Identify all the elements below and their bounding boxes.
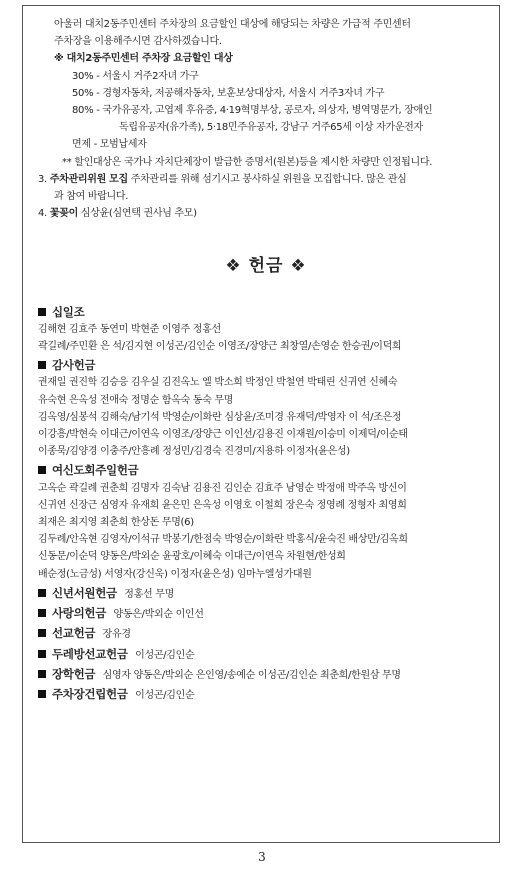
item-text: 심상윤(심연택 권사님 추모) [80, 208, 197, 220]
item-title: 주차관리위원 모집 [49, 173, 128, 185]
discount-item: 30% - 서울시 거주2자녀 가구 [72, 70, 199, 82]
donor-line: 배순정(노금성) 서영자(강신욱) 이정자(윤은성) 임마누엘성가대원 [38, 568, 312, 580]
discount-title: ※ 대치2동주민센터 주차장 요금할인 대상 [54, 53, 233, 65]
donor-line: 김두례/안옥현 김영자/이석규 박봉기/한점숙 박영순/이화란 박홍식/윤숙진 배상만/김옥희 [38, 534, 408, 546]
section-durebang-mission: 두레방선교헌금 이성곤/김인순 [38, 646, 494, 664]
offering-sections [38, 304, 494, 704]
offering-heading: ❖ 헌금 ❖ [225, 256, 307, 277]
black-square-icon [38, 609, 46, 617]
section-new-year-vow: 신년서원헌금 정홍선 무명 [38, 585, 494, 603]
donor-line: 신귀연 신장근 심영자 유재희 윤은민 은옥성 이영호 이철희 장은숙 정영례 정형자 최영희 [38, 499, 407, 511]
discount-note: ** 할인대상은 국가나 자치단체장이 발급한 증명서(원본)등을 제시한 차량만 인정됩니다. [62, 156, 433, 168]
donor-line: 고옥순 곽길례 권춘희 김명자 김숙남 김용진 김인순 김효주 남영순 박정애 박주옥 방신이 [38, 482, 407, 494]
item-number: 4. [38, 208, 47, 220]
donor-line: 신동문/이순덕 양동은/박외순 윤광호/이혜숙 이대근/이연옥 차원현/한성희 [38, 551, 346, 563]
notice-item-3-continued: 과 참여 바랍니다. [54, 191, 129, 203]
notice-item-4 [38, 205, 494, 222]
bulletin-content [38, 16, 494, 704]
donor-line: 권재일 권진학 김승응 김우실 김진옥노 엘 박소희 박정인 박철연 박태린 신귀연 신혜숙 [38, 377, 398, 389]
section-scholarship: 장학헌금 심영자 양동은/박외순 은인영/송예순 이성곤/김인순 최춘희/한원삼 무명 [38, 666, 494, 684]
section-title-thanksgiving: 감사헌금 [38, 357, 494, 374]
donor-line: 김옥영/심봉석 김해숙/남기석 박영순/이화란 심상윤/조미경 유재덕/박영자 이 석/조은정 [38, 411, 402, 423]
black-square-icon [38, 629, 46, 637]
section-title-tithe: 십일조 [38, 304, 494, 321]
section-title-womens-sunday: 여신도회주일헌금 [38, 462, 494, 479]
black-square-icon [38, 466, 46, 474]
donor-line: 곽길례/주민환 은 석/김지현 이성곤/김인순 이영조/장양근 최창열/손영순 한승권/이덕희 [38, 341, 402, 353]
item-title: 꽃꽂이 [49, 208, 78, 220]
discount-item: 50% - 경형자동차, 저공해자동차, 보훈보상대상자, 서울시 거주3자녀 가구 [72, 87, 385, 99]
exempt-line: 면제 - 모범납세자 [72, 139, 147, 151]
black-square-icon [38, 690, 46, 698]
donor-line: 이종묵/김양경 이충주/안흥례 정성민/김경숙 진경미/지용하 이정자(윤은성) [38, 446, 350, 458]
intro-line: 아울러 대치2동주민센터 주차장의 요금할인 대상에 해당되는 차량은 가급적 주민센터 [54, 19, 411, 30]
page-number: 3 [258, 850, 266, 864]
donor-line: 이강흥/박현숙 이대근/이연옥 이영조/장양근 이인선/김용진 이재원/이승미 이제덕/이순태 [38, 429, 408, 441]
section-love-offering: 사랑의헌금 양동은/박외순 이인선 [38, 605, 494, 623]
black-square-icon [38, 308, 46, 316]
notice-item-3 [38, 171, 494, 188]
black-square-icon [38, 650, 46, 658]
discount-item: 80% - 국가유공자, 고엽제 후유증, 4·19혁명부상, 공로자, 의상자, 병역명문가, 장애인 [72, 105, 433, 117]
discount-item-continued: 독립유공자(유가족), 5·18민주유공자, 강남구 거주65세 이상 자가운전자 [119, 122, 423, 134]
black-square-icon [38, 361, 46, 369]
item-number: 3. [38, 173, 47, 185]
black-square-icon [38, 670, 46, 678]
donor-line: 김해현 김효주 동연미 박현준 이영주 정홍선 [38, 323, 221, 335]
donor-line: 최재은 최지영 최춘희 한상돈 무명(6) [38, 517, 194, 529]
black-square-icon [38, 589, 46, 597]
donor-line: 유숙현 은옥성 전애숙 정명순 함옥숙 동숙 무명 [38, 394, 234, 406]
section-mission: 선교헌금 장유경 [38, 625, 494, 643]
intro-line: 주차장을 이용해주시면 감사하겠습니다. [54, 36, 222, 48]
section-parking-construction: 주차장건립헌금 이성곤/김인순 [38, 686, 494, 704]
item-text: 주차관리를 위해 섬기시고 봉사하실 위원을 모집합니다. 많은 관심 [130, 173, 407, 185]
